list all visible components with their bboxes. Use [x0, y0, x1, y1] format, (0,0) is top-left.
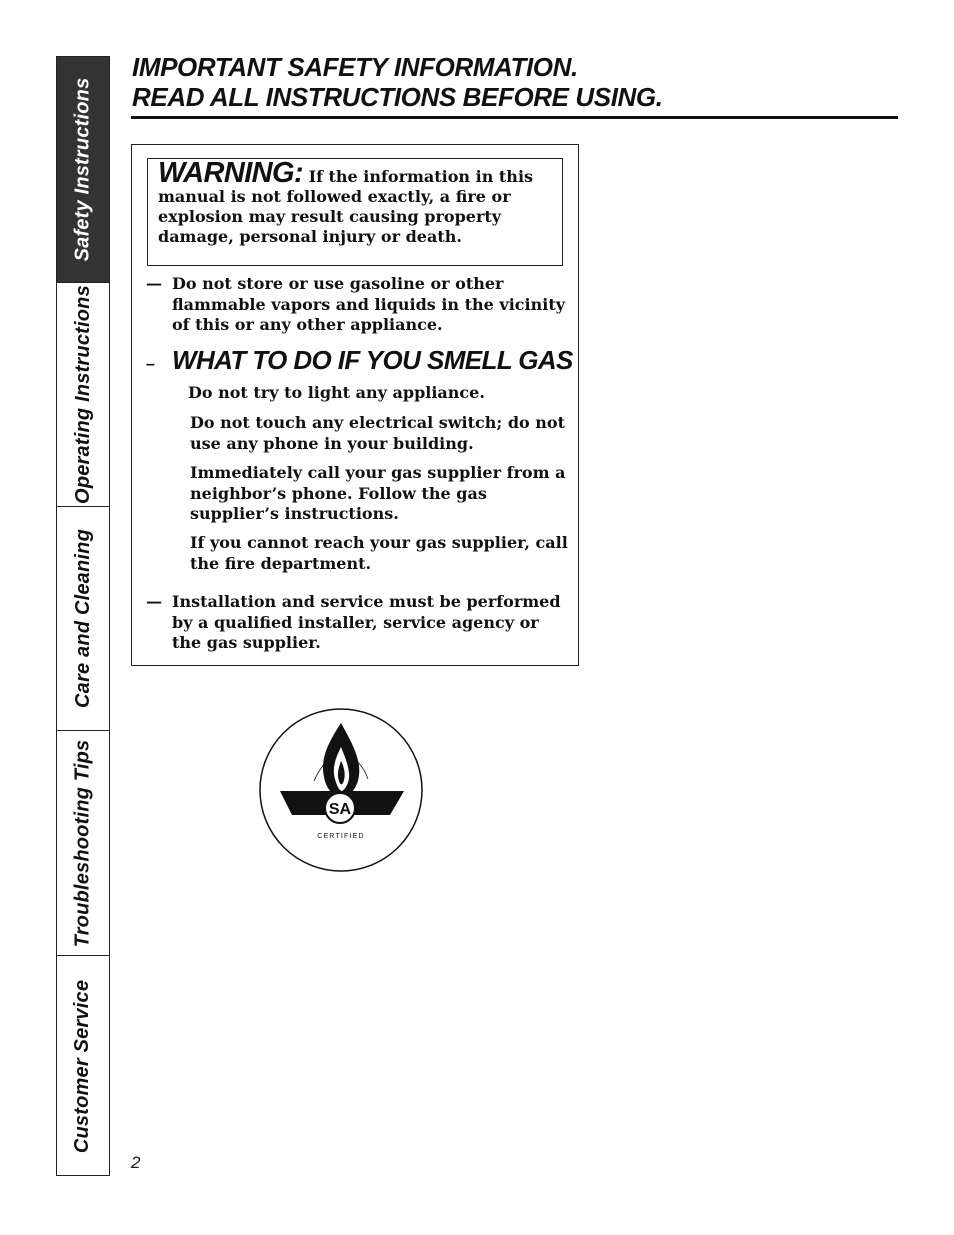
tab-troubleshooting-tips[interactable] — [57, 731, 109, 956]
gas-step-4: If you cannot reach your gas supplier, call the fire department. — [190, 533, 568, 573]
page-title — [132, 52, 663, 112]
warning-title: WARNING: — [158, 157, 304, 189]
gas-smell-heading — [146, 345, 576, 380]
dash-bullet: — — [146, 592, 162, 611]
warning-box — [147, 158, 563, 266]
gas-step-2: Do not touch any electrical switch; do not use any phone in your building. — [190, 413, 565, 453]
header-divider — [131, 116, 898, 119]
csa-emblem-letters: SA — [328, 801, 352, 818]
page-number: 2 — [131, 1153, 141, 1172]
page-title-line-1: IMPORTANT SAFETY INFORMATION. — [132, 52, 578, 82]
tab-label: Troubleshooting Tips — [71, 739, 94, 947]
storage-warning-item — [146, 274, 566, 336]
certified-label: CERTIFIED — [317, 833, 365, 840]
section-tabs — [56, 56, 110, 1176]
warning-text: If the information in this manual is not followed exactly, a fire or explosion may result causing property damage, personal injury or death. — [158, 167, 534, 246]
tab-label: Operating Instructions — [71, 285, 94, 504]
installation-warning-item — [146, 592, 566, 654]
tab-label: Care and Cleaning — [71, 529, 94, 708]
gas-smell-heading-text: WHAT TO DO IF YOU SMELL GAS — [172, 345, 573, 375]
tab-operating-instructions[interactable] — [57, 283, 109, 507]
dash-bullet: — — [146, 274, 162, 293]
csa-certified-flame-icon — [258, 707, 424, 873]
csa-certified-logo — [258, 707, 424, 873]
storage-warning-text: Do not store or use gasoline or other flammable vapors and liquids in the vicinity of this or any other appliance. — [172, 274, 565, 334]
tab-label: Safety Instructions — [71, 77, 94, 262]
safety-warning-panel — [131, 144, 579, 666]
gas-step-3: Immediately call your gas supplier from a neighbor’s phone. Follow the gas supplier’s instructions. — [190, 463, 566, 523]
page-title-line-2: READ ALL INSTRUCTIONS BEFORE USING. — [132, 82, 663, 112]
installation-warning-text: Installation and service must be performed by a qualified installer, service agency or the gas supplier. — [172, 592, 561, 652]
tab-customer-service[interactable] — [57, 956, 109, 1177]
tab-safety-instructions[interactable] — [57, 57, 109, 283]
tab-label: Customer Service — [71, 979, 94, 1154]
dash-bullet: – — [146, 356, 155, 373]
tab-care-and-cleaning[interactable] — [57, 507, 109, 731]
gas-step-1: Do not try to light any appliance. — [188, 383, 485, 402]
